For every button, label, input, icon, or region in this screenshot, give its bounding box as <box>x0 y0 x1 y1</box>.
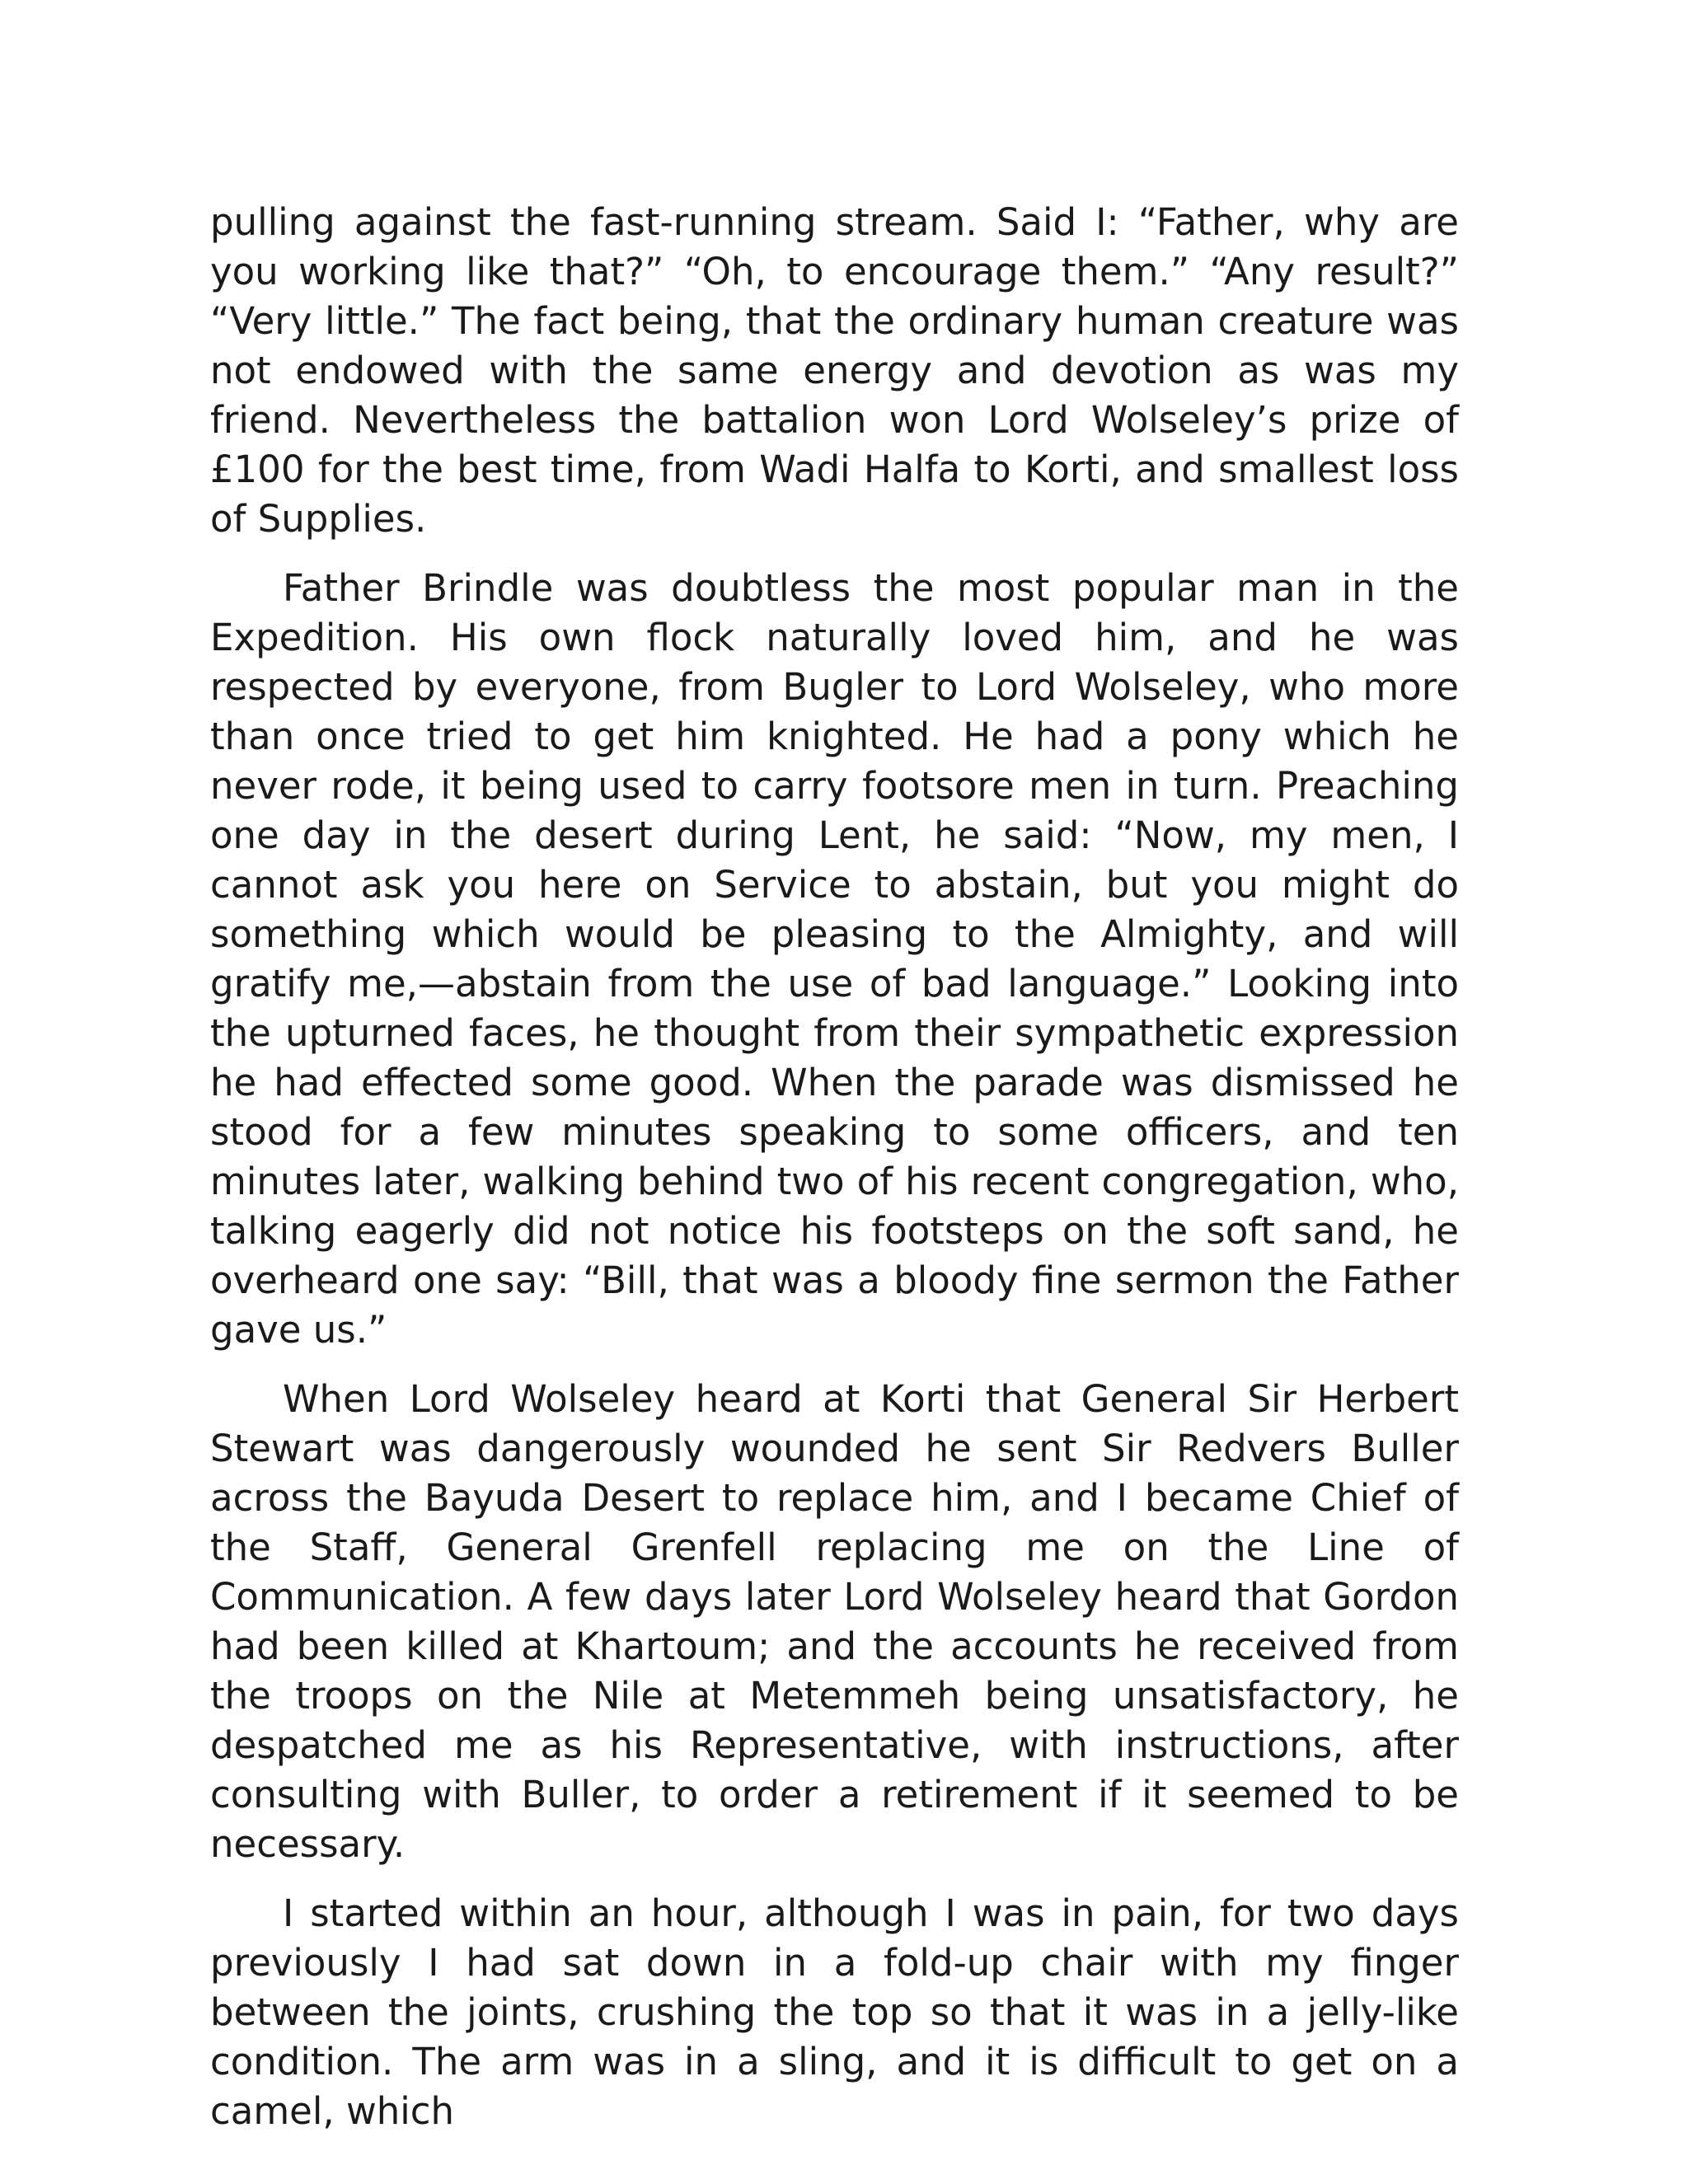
paragraph-4: I started within an hour, although I was in pain, for two days previously I had sat down in a fold-up chair with my finger between the joints, crushing the top so that it was in a jelly-like condition. The arm was in a sling, and it is difficult to get on a camel, which <box>210 1891 1459 2133</box>
paragraph-1: pulling against the fast-running stream. Said I: “Father, why are you working like that?” “Oh, to encourage them.” “Any result?” “Very little.” The fact being, that the ordinary human creature was not endowed with the same energy and devotion as was my friend. Nevertheless the battalion won Lord Wolseley’s prize of £100 for the best time, from Wadi Halfa to Korti, and smallest loss of Supplies. <box>210 200 1459 541</box>
paragraph-3: When Lord Wolseley heard at Korti that General Sir Herbert Stewart was dangerously wounded he sent Sir Redvers Buller across the Bayuda Desert to replace him, and I became Chief of the Staff, General Grenfell replacing me on the Line of Communication. A few days later Lord Wolseley heard that Gordon had been killed at Khartoum; and the accounts he received from the troops on the Nile at Metemmeh being unsatisfactory, he despatched me as his Representative, with instructions, after consulting with Buller, to order a retirement if it seemed to be necessary. <box>210 1377 1459 1866</box>
body-text <box>210 198 1459 2156</box>
paragraph-2: Father Brindle was doubtless the most popular man in the Expedition. His own flock naturally loved him, and he was respected by everyone, from Bugler to Lord Wolseley, who more than once tried to get him knighted. He had a pony which he never rode, it being used to carry footsore men in turn. Preaching one day in the desert during Lent, he said: “Now, my men, I cannot ask you here on Service to abstain, but you might do something which would be pleasing to the Almighty, and will gratify me,—abstain from the use of bad language.” Looking into the upturned faces, he thought from their sympathetic expression he had effected some good. When the parade was dismissed he stood for a few minutes speaking to some officers, and ten minutes later, walking behind two of his recent congregation, who, talking eagerly did not notice his footsteps on the soft sand, he overheard one say: “Bill, that was a bloody fine sermon the Father gave us.” <box>210 566 1459 1352</box>
